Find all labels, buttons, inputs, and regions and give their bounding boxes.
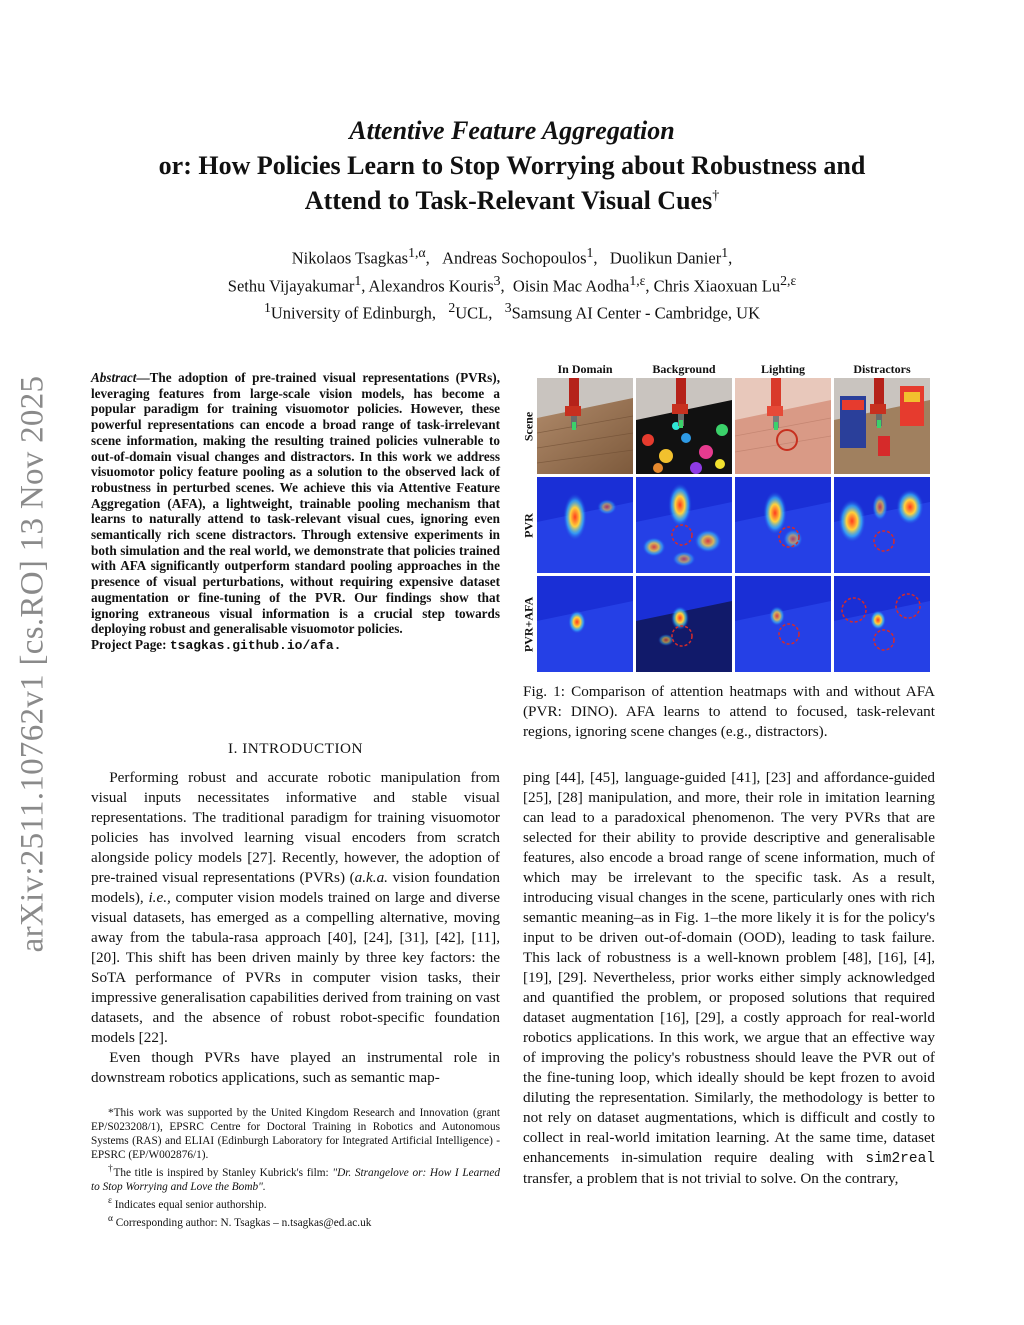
author-name: Oisin Mac Aodha: [512, 276, 630, 295]
paper-title-line-1: Attentive Feature Aggregation: [349, 116, 675, 145]
figure-row-header: PVR: [521, 513, 536, 538]
intro-p1-ie: i.e.,: [148, 889, 171, 906]
scene-image-in-domain: [537, 378, 633, 474]
heatmap-pvr-background: [636, 477, 732, 573]
title-line-3-text: Attend to Task-Relevant Visual Cues: [304, 186, 713, 215]
affiliation: UCL,: [455, 303, 493, 323]
abstract: [91, 370, 500, 654]
scene-image-lighting: [735, 378, 831, 474]
author-name: Duolikun Danier: [609, 248, 722, 268]
heatmap-pvr-lighting: [735, 477, 831, 573]
abstract-label: Abstract: [91, 370, 137, 385]
footnote-text: Indicates equal senior authorship.: [111, 1198, 267, 1211]
author-name: Alexandros Kouris: [368, 276, 494, 295]
footnote-corresponding-author: [91, 1212, 500, 1230]
figure-column-header: Distractors: [853, 362, 911, 376]
figure-1-caption: Fig. 1: Comparison of attention heatmaps with and without AFA (PVR: DINO). AFA learns to attend to focused, task-relevant regions, ignoring scene changes (e.g., distractors).: [523, 683, 935, 740]
intro-p1-b: vision foundation models),: [91, 869, 500, 906]
footnote-symbol: †: [107, 1164, 114, 1174]
author-name: Andreas Sochopoulos: [442, 248, 587, 268]
affiliation-sup: 1: [263, 300, 271, 315]
author-line-1: Nikolaos Tsagkas$^{1,\alpha}$, Andreas Sochopoulos$^1$, Duolikun Danier$^1$,: [291, 245, 733, 268]
footnote-funding: *This work was supported by the United Kingdom Research and Innovation (grant EP/S023208/1), EPSRC Centre for Doctoral Training in Robotics and Autonomous Systems (RAS) and ELIAI (Edinburgh Laboratory for Integrated Artificial Intelligence) - EPSRC (EP/W002876/1).: [91, 1107, 500, 1161]
footnote-symbol: α: [107, 1213, 113, 1224]
arxiv-id-text: arXiv:2511.10762v1 [cs.RO] 13 Nov 2025: [14, 375, 51, 953]
affiliation-sup: 3: [504, 300, 512, 315]
intro-p1-a: Performing robust and accurate robotic manipulation from visual inputs necessitates informative and stable visual representations. The traditional paradigm for training visuomotor policies has involved learning visual encoders from scratch alongside policy models [27]. Recently, however, the adoption of pre-trained visual representations (PVRs) (: [91, 769, 500, 886]
affiliation: Samsung AI Center - Cambridge, UK: [511, 303, 761, 323]
intro-p1-c: computer vision models trained on large and diverse visual datasets, has emerged as a compelling alternative, moving away from the tabula-rasa approach [40], [24], [31], [42], [11], [20]. This shift has been driven mainly by three key factors: the SoTA performance of PVRs in computer vision tasks, their impressive generalisation capabilities derived from training on vast datasets, and the absence of robust robot-specific foundation models [22].: [91, 889, 500, 1046]
right-text-a: ping [44], [45], language-guided [41], [23] and affordance-guided [25], [28] manipulation, and more, their role in imitation learning can lead to a paradoxical phenomenon. The very PVRs that are selected for their ability to provide descriptive and generalisable features, also encode a broad range of scene information, much of which may be irrelevant to the specific task. As a result, introducing visual changes in the scene, particularly ones with rich semantic meaning–as in Fig. 1–the more likely it is for the policy's input to be driven out-of-domain (OOD), leading to task failure. This lack of robustness is a well-known problem [48], [16], [4], [19], [29]. Nevertheless, prior works either simply acknowledged and quantified the problem, or proposed solutions that required dataset augmentation [16], [29], a costly approach for real-world robotics applications. In this work, we argue that an effective way of improving the policy's robustness should leave the PVR out of the fine-tuning loop, which ideally should be kept frozen to avoid diluting the representation. Similarly, the methodology is better to not rely on dataset augmentations, which is difficult and costly to collect in real-world imitation learning. At the same time, dataset enhancements in-simulation require dealing with: [523, 769, 935, 1166]
abstract-dash: —: [136, 370, 150, 385]
affiliations-line: [90, 297, 934, 325]
sim2real-term: sim2real: [865, 1151, 935, 1167]
footnote-text: The title is inspired by Stanley Kubrick's film:: [113, 1166, 333, 1179]
author-sup: 1: [354, 272, 362, 288]
footnote-equal-authorship: [91, 1194, 500, 1212]
author-sup: 1: [586, 245, 594, 260]
figure-column-header: Lighting: [760, 362, 805, 376]
figure-1-attention-heatmaps: [523, 362, 935, 668]
intro-paragraph-2: Even though PVRs have played an instrumental role in downstream robotics applications, such as semantic map-: [91, 1049, 500, 1086]
author-sup: 1,α: [408, 245, 426, 260]
author-line-2: Sethu Vijayakumar$^1$, Alexandros Kouris$^3$, Oisin Mac Aodha$^{1,\varepsilon}$, Chris Xiaoxuan $Lu^{2,\varepsilon}$: [227, 272, 797, 295]
heatmap-pvr-in-domain: [537, 477, 633, 573]
figure-column-header: In Domain: [557, 362, 613, 376]
footnote-film-title: "Dr. Strangelove or: How I Learned to Stop Worrying and Love the Bomb".: [91, 1166, 500, 1193]
heatmap-pvr-afa-background: [636, 576, 732, 672]
heatmap-pvr-afa-distractors: [834, 576, 930, 672]
figure-column-header: Background: [652, 362, 716, 376]
affiliation-sup: 2: [448, 300, 456, 315]
title-dagger: †: [712, 188, 720, 204]
project-page-link[interactable]: tsagkas.github.io/afa.: [169, 637, 342, 653]
right-text-b: transfer, a problem that is not trivial to solve. On the contrary,: [523, 1170, 899, 1187]
author-name: Nikolaos Tsagkas: [291, 248, 409, 268]
paper-title-line-3: [90, 186, 934, 216]
footnotes: [91, 1106, 500, 1229]
intro-p1-aka: a.k.a.: [354, 869, 388, 886]
right-column-paragraph: [523, 768, 935, 1189]
intro-paragraph-1: [91, 768, 500, 1048]
section-heading-introduction: I. INTRODUCTION: [228, 740, 363, 757]
scene-image-distractors: [834, 378, 930, 474]
footnote-symbol: ε: [107, 1195, 112, 1206]
figure-row-header: Scene: [521, 411, 536, 442]
heatmap-pvr-afa-in-domain: [537, 576, 633, 672]
footnote-text: Corresponding author: N. Tsagkas – n.tsagkas@ed.ac.uk: [112, 1216, 372, 1229]
author-sup: 3: [493, 272, 501, 288]
abstract-text: The adoption of pre-trained visual representations (PVRs), leveraging features from large-scale vision models, has become a popular paradigm for training visuomotor policies. However, these powerful representations can encode a broad range of task-irrelevant scene information, making the resulting trained policies vulnerable to out-of-domain visual changes and distractors. In this work we address visuomotor policy feature pooling as a solution to the observed lack of robustness in perturbed scenes. We achieve this via Attentive Feature Aggregation (AFA), a lightweight, trainable pooling mechanism that learns to naturally attend to task-relevant visual cues, ignoring even semantically rich scene distractors. Through extensive experiments in both simulation and the real world, we demonstrate that policies trained with AFA significantly outperform standard pooling approaches in the presence of visual perturbations, without requiring expensive dataset augmentation or fine-tuning of the PVR. Our findings show that ignoring extraneous visual information is a crucial step towards deploying robust and generalisable visuomotor policies.: [91, 370, 500, 637]
paper-title-line-2: or: How Policies Learn to Stop Worrying about Robustness and: [158, 151, 866, 180]
project-page-label: Project Page:: [91, 636, 167, 652]
author-sup: 2,ε: [780, 272, 797, 288]
arxiv-identifier-stamp: [10, 368, 56, 960]
figure-row-header: PVR+AFA: [521, 596, 536, 653]
author-name: Sethu Vijayakumar: [227, 276, 355, 295]
author-name: Chris Xiaoxuan Lu: [653, 276, 781, 295]
footnote-title-inspiration: [91, 1162, 500, 1194]
heatmap-pvr-distractors: [834, 477, 930, 573]
heatmap-pvr-afa-lighting: [735, 576, 831, 672]
author-list: [90, 242, 934, 325]
affiliation: University of Edinburgh,: [270, 303, 436, 323]
author-sup: 1: [721, 245, 729, 260]
author-sup: 1,ε: [629, 272, 646, 288]
scene-image-background: [636, 378, 732, 474]
